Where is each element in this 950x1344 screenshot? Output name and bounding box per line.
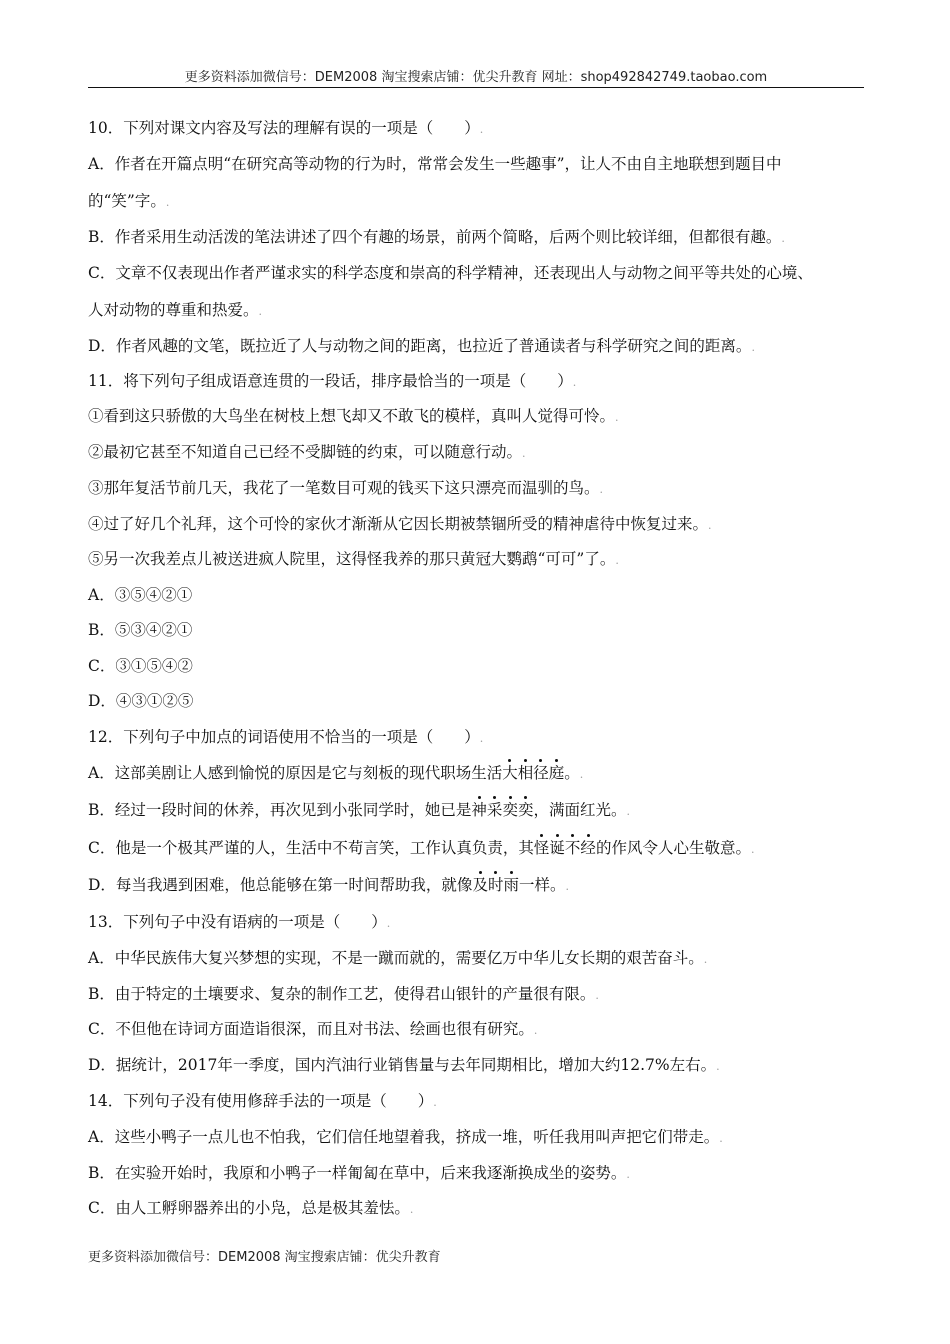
- dotted-char: 奕: [502, 801, 518, 819]
- q11-option-a: A．③⑤④②①: [88, 586, 193, 604]
- q11-sentence-2: ②最初它甚至不知道自己已经不受脚链的约束，可以随意行动。.: [88, 443, 526, 461]
- q10-option-a-line1: A．作者在开篇点明“在研究高等动物的行为时，常常会发生一些趣事”，让人不由自主地联想到题目中: [88, 155, 782, 173]
- paragraph-mark: .: [533, 1024, 538, 1037]
- paragraph-mark: .: [716, 1060, 720, 1073]
- paragraph-mark: .: [750, 843, 755, 856]
- paragraph-mark: .: [615, 554, 619, 567]
- q12-option-d: D．每当我遇到困难，他总能够在第一时间帮助我，就像及时雨一样。.: [88, 876, 569, 894]
- paragraph-mark: .: [781, 232, 785, 245]
- paragraph-mark: .: [626, 805, 630, 818]
- dotted-char: 庭: [548, 764, 565, 782]
- dotted-char: 怪: [533, 839, 550, 857]
- q13-option-b: B．由于特定的土壤要求、复杂的制作工艺，使得君山银针的产量很有限。.: [88, 985, 599, 1003]
- dotted-char: 雨: [503, 876, 519, 894]
- q12-option-b: B．经过一段时间的休养，再次见到小张同学时，她已是神采奕奕，满面红光。.: [88, 801, 630, 819]
- dotted-char: 奕: [517, 801, 534, 819]
- q10-stem: 10．下列对课文内容及写法的理解有误的一项是（ ）.: [88, 119, 484, 137]
- paragraph-mark: .: [579, 768, 584, 781]
- q14-option-b: B．在实验开始时，我原和小鸭子一样匍匐在草中，后来我逐渐换成坐的姿势。.: [88, 1164, 630, 1182]
- paragraph-mark: .: [165, 196, 170, 209]
- q11-option-c: C．③①⑤④②: [88, 657, 193, 675]
- dotted-char: 神: [471, 801, 487, 819]
- q12-stem: 12．下列句子中加点的词语使用不恰当的一项是（ ）.: [88, 728, 484, 746]
- dotted-char: 经: [580, 839, 596, 857]
- q14-stem: 14．下列句子没有使用修辞手法的一项是（ ）.: [88, 1092, 437, 1110]
- q12-option-a: A．这部美剧让人感到愉悦的原因是它与刻板的现代职场生活大相径庭。.: [88, 764, 584, 782]
- paragraph-mark: .: [572, 376, 577, 389]
- q11-sentence-1: ①看到这只骄傲的大鸟坐在树枝上想飞却又不敢飞的模样，真叫人觉得可怜。.: [88, 407, 619, 425]
- dotted-char: 采: [486, 801, 503, 819]
- paragraph-mark: .: [258, 305, 263, 318]
- dotted-char: 径: [533, 764, 549, 782]
- q10-option-b: B．作者采用生动活泼的笔法讲述了四个有趣的场景，前两个简略，后两个则比较详细，但都很有趣。.: [88, 228, 785, 246]
- q11-sentence-4: ④过了好几个礼拜，这个可怜的家伙才渐渐从它因长期被禁锢所受的精神虐待中恢复过来。.: [88, 515, 712, 533]
- page-footer: 更多资料添加微信号：DEM2008 淘宝搜索店铺：优尖升教育: [88, 1250, 441, 1265]
- dotted-char: 及: [472, 876, 488, 894]
- q11-option-d: D．④③①②⑤: [88, 692, 194, 710]
- q11-option-b: B．⑤③④②①: [88, 621, 193, 639]
- paragraph-mark: .: [751, 341, 755, 354]
- paragraph-mark: .: [708, 519, 712, 532]
- dotted-char: 不: [564, 839, 581, 857]
- q11-sentence-5: ⑤另一次我差点儿被送进疯人院里，这得怪我养的那只黄冠大鹦鹉“可可”了。.: [88, 550, 619, 568]
- paragraph-mark: .: [626, 1168, 630, 1181]
- header-divider: [88, 87, 864, 88]
- q10-option-c-line2: 人对动物的尊重和热爱。.: [88, 301, 263, 319]
- paragraph-mark: .: [409, 1203, 414, 1216]
- q14-option-a: A．这些小鸭子一点儿也不怕我，它们信任地望着我，挤成一堆，听任我用叫声把它们带走。.: [88, 1128, 723, 1146]
- q10-option-d: D．作者风趣的文笔，既拉近了人与动物之间的距离，也拉近了普通读者与科学研究之间的距离。.: [88, 337, 755, 355]
- page-header: 更多资料添加微信号：DEM2008 淘宝搜索店铺：优尖升教育 网址：shop492842749.taobao.com: [184, 70, 768, 85]
- paragraph-mark: .: [433, 1096, 437, 1109]
- dotted-char: 时: [487, 876, 504, 894]
- paragraph-mark: .: [386, 917, 391, 930]
- paragraph-mark: .: [615, 411, 619, 424]
- q11-stem: 11．将下列句子组成语意连贯的一段话，排序最恰当的一项是（ ）.: [88, 372, 577, 390]
- paragraph-mark: .: [522, 447, 526, 460]
- paragraph-mark: .: [719, 1132, 723, 1145]
- q10-option-a-line2: 的“笑”字。.: [88, 192, 170, 210]
- paragraph-mark: .: [565, 880, 569, 893]
- q10-option-c-line1: C．文章不仅表现出作者严谨求实的科学态度和崇高的科学精神，还表现出人与动物之间平等共处的心境、: [88, 264, 813, 282]
- q13-stem: 13．下列句子中没有语病的一项是（ ）.: [88, 913, 391, 931]
- paragraph-mark: .: [479, 123, 484, 136]
- paragraph-mark: .: [599, 483, 604, 496]
- paragraph-mark: .: [479, 732, 484, 745]
- q13-option-d: D．据统计，2017年一季度，国内汽油行业销售量与去年同期相比，增加大约12.7%左右。.: [88, 1056, 720, 1074]
- q12-option-c: C．他是一个极其严谨的人，生活中不苟言笑，工作认真负责，其怪诞不经的作风令人心生敬意。.: [88, 839, 755, 857]
- dotted-char: 大: [502, 764, 518, 782]
- q13-option-a: A．中华民族伟大复兴梦想的实现，不是一蹴而就的，需要亿万中华儿女长期的艰苦奋斗。.: [88, 949, 708, 967]
- dotted-char: 诞: [549, 839, 565, 857]
- q14-option-c: C．由人工孵卵器养出的小凫，总是极其羞怯。.: [88, 1199, 414, 1217]
- q13-option-c: C．不但他在诗词方面造诣很深，而且对书法、绘画也很有研究。.: [88, 1020, 538, 1038]
- paragraph-mark: .: [595, 989, 599, 1002]
- dotted-char: 相: [517, 764, 534, 782]
- q11-sentence-3: ③那年复活节前几天，我花了一笔数目可观的钱买下这只漂亮而温驯的鸟。.: [88, 479, 604, 497]
- paragraph-mark: .: [703, 953, 708, 966]
